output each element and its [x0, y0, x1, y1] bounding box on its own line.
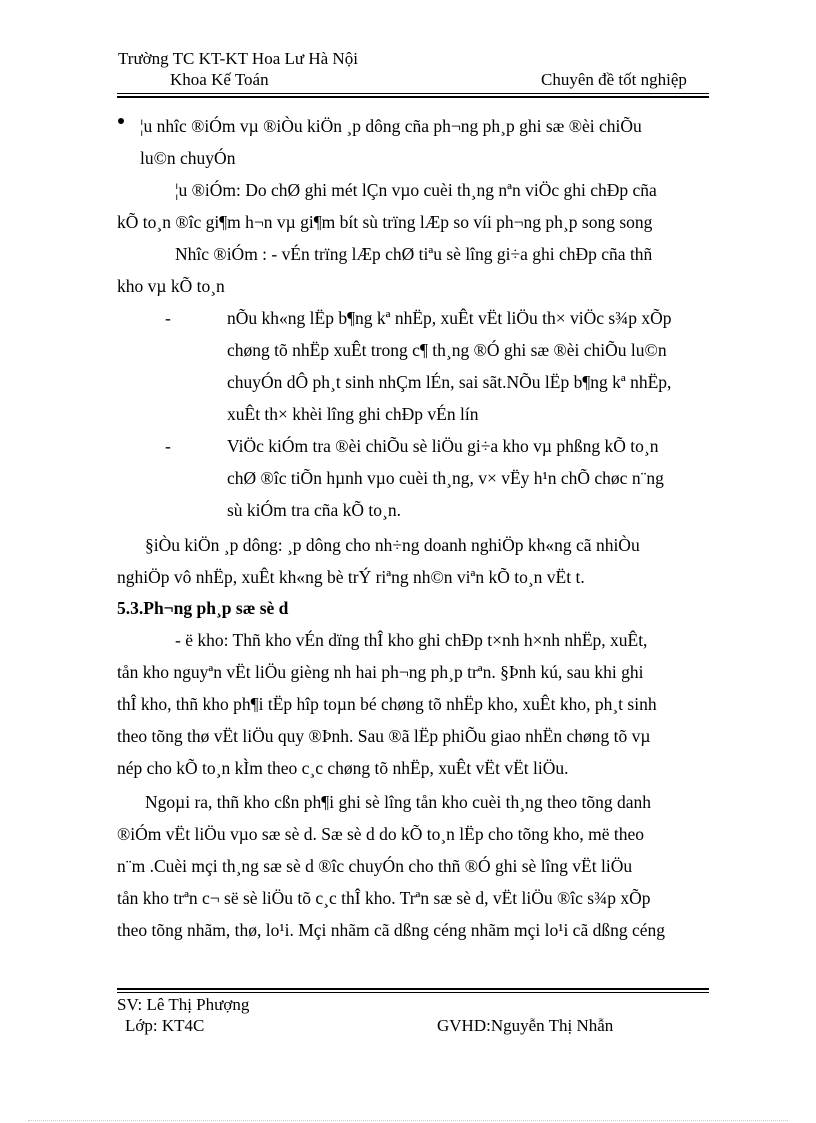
- para-line: - ë kho: Thñ kho vÉn dïng thÎ kho ghi chÐp t×nh h×nh nhËp, xuÊt,: [175, 630, 648, 650]
- list-dash: -: [165, 436, 171, 456]
- para-line: ¦u ®iÓm: Do chØ ghi mét lÇn vµo cuèi th¸ng nªn viÖc ghi chÐp cña: [175, 180, 657, 200]
- section-heading: 5.3.Ph¬ng ph¸p sæ sè d: [117, 598, 289, 618]
- header-doc-type: Chuyên đề tốt nghiệp: [541, 70, 687, 89]
- para-line: theo tõng nhãm, thø, lo¹i. Mçi nhãm cã dßng céng nhãm mçi lo¹i cã dßng céng: [117, 920, 666, 940]
- header-department: Khoa Kế Toán: [170, 70, 269, 89]
- list-line: xuÊt th× khèi lîng ghi chÐp vÉn lín: [227, 404, 479, 424]
- para-line: tån kho trªn c¬ së sè liÖu tõ c¸c thÎ kho. Trªn sæ sè d, vËt liÖu ®îc s¾p xÕp: [117, 888, 651, 908]
- footer-advisor: GVHD:Nguyễn Thị Nhẫn: [437, 1016, 614, 1035]
- para-line: Nhîc ®iÓm : - vÉn trïng lÆp chØ tiªu sè lîng gi÷a ghi chÐp cña thñ: [175, 244, 653, 264]
- list-line: nÕu kh«ng lËp b¶ng kª nhËp, xuÊt vËt liÖu th× viÖc s¾p xÕp: [227, 308, 672, 328]
- para-line: ®iÓm vËt liÖu vµo sæ sè d. Sæ sè d do kÕ to¸n lËp cho tõng kho, më theo: [117, 824, 644, 844]
- para-line: theo tõng thø vËt liÖu quy ®Þnh. Sau ®ã lËp phiÕu giao nhËn chøng tõ vµ: [117, 726, 651, 746]
- page-edge-divider: [28, 1120, 788, 1121]
- para-line: lu©n chuyÓn: [140, 148, 236, 168]
- list-line: chøng tõ nhËp xuÊt trong c¶ th¸ng ®Ó ghi sæ ®èi chiÕu lu©n: [227, 340, 667, 360]
- header-rule-bottom: [117, 96, 709, 98]
- para-line: tån kho nguyªn vËt liÖu gièng nh hai ph¬ng ph¸p trªn. §Þnh kú, sau khi ghi: [117, 662, 644, 682]
- bullet-icon: [118, 118, 124, 124]
- list-line: ViÖc kiÓm tra ®èi chiÕu sè liÖu gi÷a kho vµ phßng kÕ to¸n: [227, 436, 659, 456]
- para-line: kÕ to¸n ®îc gi¶m h¬n vµ gi¶m bít sù trïng lÆp so víi ph¬ng ph¸p song song: [117, 212, 653, 232]
- list-line: chuyÓn dÔ ph¸t sinh nhÇm lÉn, sai sãt.NÕu lËp b¶ng kª nhËp,: [227, 372, 672, 392]
- para-line: thÎ kho, thñ kho ph¶i tËp hîp toµn bé chøng tõ nhËp kho, xuÊt kho, ph¸t sinh: [117, 694, 657, 714]
- para-line: Ngoµi ra, thñ kho cßn ph¶i ghi sè lîng tån kho cuèi th¸ng theo tõng danh: [145, 792, 651, 812]
- para-line: ¦u nhîc ®iÓm vµ ®iÒu kiÖn ¸p dông cña ph¬ng ph¸p ghi sæ ®èi chiÕu: [140, 116, 642, 136]
- para-line: §iÒu kiÖn ¸p dông: ¸p dông cho nh÷ng doanh nghiÖp kh«ng cã nhiÒu: [145, 535, 640, 555]
- footer-rule-bottom: [117, 992, 709, 993]
- footer-rule-top: [117, 988, 709, 990]
- list-dash: -: [165, 308, 171, 328]
- para-line: nép cho kÕ to¸n kÌm theo c¸c chøng tõ nhËp, xuÊt vËt vËt liÖu.: [117, 758, 569, 778]
- para-line: kho vµ kÕ to¸n: [117, 276, 225, 296]
- list-line: sù kiÓm tra cña kÕ to¸n.: [227, 500, 401, 520]
- para-line: nghiÖp vô nhËp, xuÊt kh«ng bè trÝ riªng nh©n viªn kÕ to¸n vËt t.: [117, 567, 585, 587]
- header-school: Trường TC KT-KT Hoa Lư Hà Nội: [118, 49, 358, 68]
- footer-student: SV: Lê Thị Phượng: [117, 995, 250, 1014]
- list-line: chØ ®îc tiÕn hµnh vµo cuèi th¸ng, v× vËy h¹n chÕ chøc n¨ng: [227, 468, 664, 488]
- footer-class: Lớp: KT4C: [125, 1016, 205, 1035]
- para-line: n¨m .Cuèi mçi th¸ng sæ sè d ®îc chuyÓn cho thñ ®Ó ghi sè lîng vËt liÖu: [117, 856, 633, 876]
- header-rule-top: [117, 93, 709, 94]
